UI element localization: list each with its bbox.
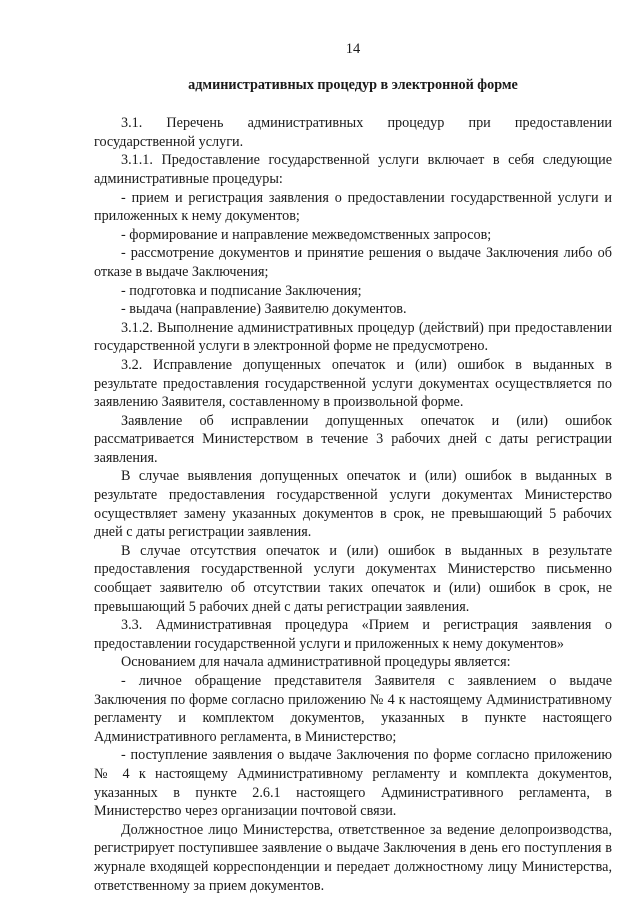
paragraph: 3.1. Перечень административных процедур при предоставлении государственной услуги. — [94, 115, 612, 150]
paragraph: Основанием для начала административной процедуры является: — [121, 654, 511, 671]
body-text — [94, 114, 612, 895]
list-item: - поступление заявления о выдаче Заключения по форме согласно приложению № 4 к настоящему Административному регламенту и комплекта документов, указанных в пункте 2.6.1 настоящего Административного регламента, в Министерство через организации почтовой связи. — [94, 747, 612, 820]
section-heading: административных процедур в электронной форме — [188, 76, 518, 93]
list-item: - рассмотрение документов и принятие решения о выдаче Заключения либо об отказе в выдаче Заключения; — [94, 245, 612, 280]
paragraph: В случае выявления допущенных опечаток и (или) ошибок в выданных в результате предоставления государственной услуги документах Министерство осуществляет замену указанных документов в срок, не превышающий 5 рабочих дней с даты регистрации заявления. — [94, 468, 612, 541]
list-item: - формирование и направление межведомственных запросов; — [121, 226, 492, 243]
paragraph: В случае отсутствия опечаток и (или) ошибок в выданных в результате предоставления государственной услуги документах Министерство письменно сообщает заявителю об отсутствии таких опечаток и (или) ошибок в срок, не превышающий 5 рабочих дней с даты регистрации заявления. — [94, 542, 612, 615]
paragraph: 3.1.2. Выполнение административных процедур (действий) при предоставлении государственной услуги в электронной форме не предусмотрено. — [94, 319, 612, 355]
paragraph: 3.1.1. Предоставление государственной услуги включает в себя следующие административные процедуры: — [94, 152, 612, 187]
paragraph: 3.3. Административная процедура «Прием и регистрация заявления о предоставлении государственной услуги и приложенных к нему документов» — [94, 617, 612, 652]
page-number: 14 — [345, 41, 361, 57]
list-item: - подготовка и подписание Заключения; — [121, 282, 362, 299]
list-item: - прием и регистрация заявления о предоставлении государственной услуги и приложенных к нему документов; — [94, 189, 612, 225]
paragraph: Должностное лицо Министерства, ответственное за ведение делопроизводства, регистрирует поступившее заявление о выдаче Заключения в день его поступления в журнале входящей корреспонденции и передает должностному лицу Министерства, ответственному за прием документов. — [94, 821, 612, 894]
list-item: - выдача (направление) Заявителю документов. — [121, 301, 407, 318]
paragraph: 3.2. Исправление допущенных опечаток и (или) ошибок в выданных в результате предоставления государственной услуги документах осуществляется по заявлению Заявителя, составленному в произвольной форме. — [94, 356, 612, 411]
paragraph: Заявление об исправлении допущенных опечаток и (или) ошибок рассматривается Министерством в течение 3 рабочих дней с даты регистрации заявления. — [94, 412, 612, 466]
list-item: - личное обращение представителя Заявителя с заявлением о выдаче Заключения по форме согласно приложению № 4 к настоящему Административному регламенту и комплектом документов, указанных в пункте настоящего Административного регламента, в Министерство; — [94, 673, 612, 745]
